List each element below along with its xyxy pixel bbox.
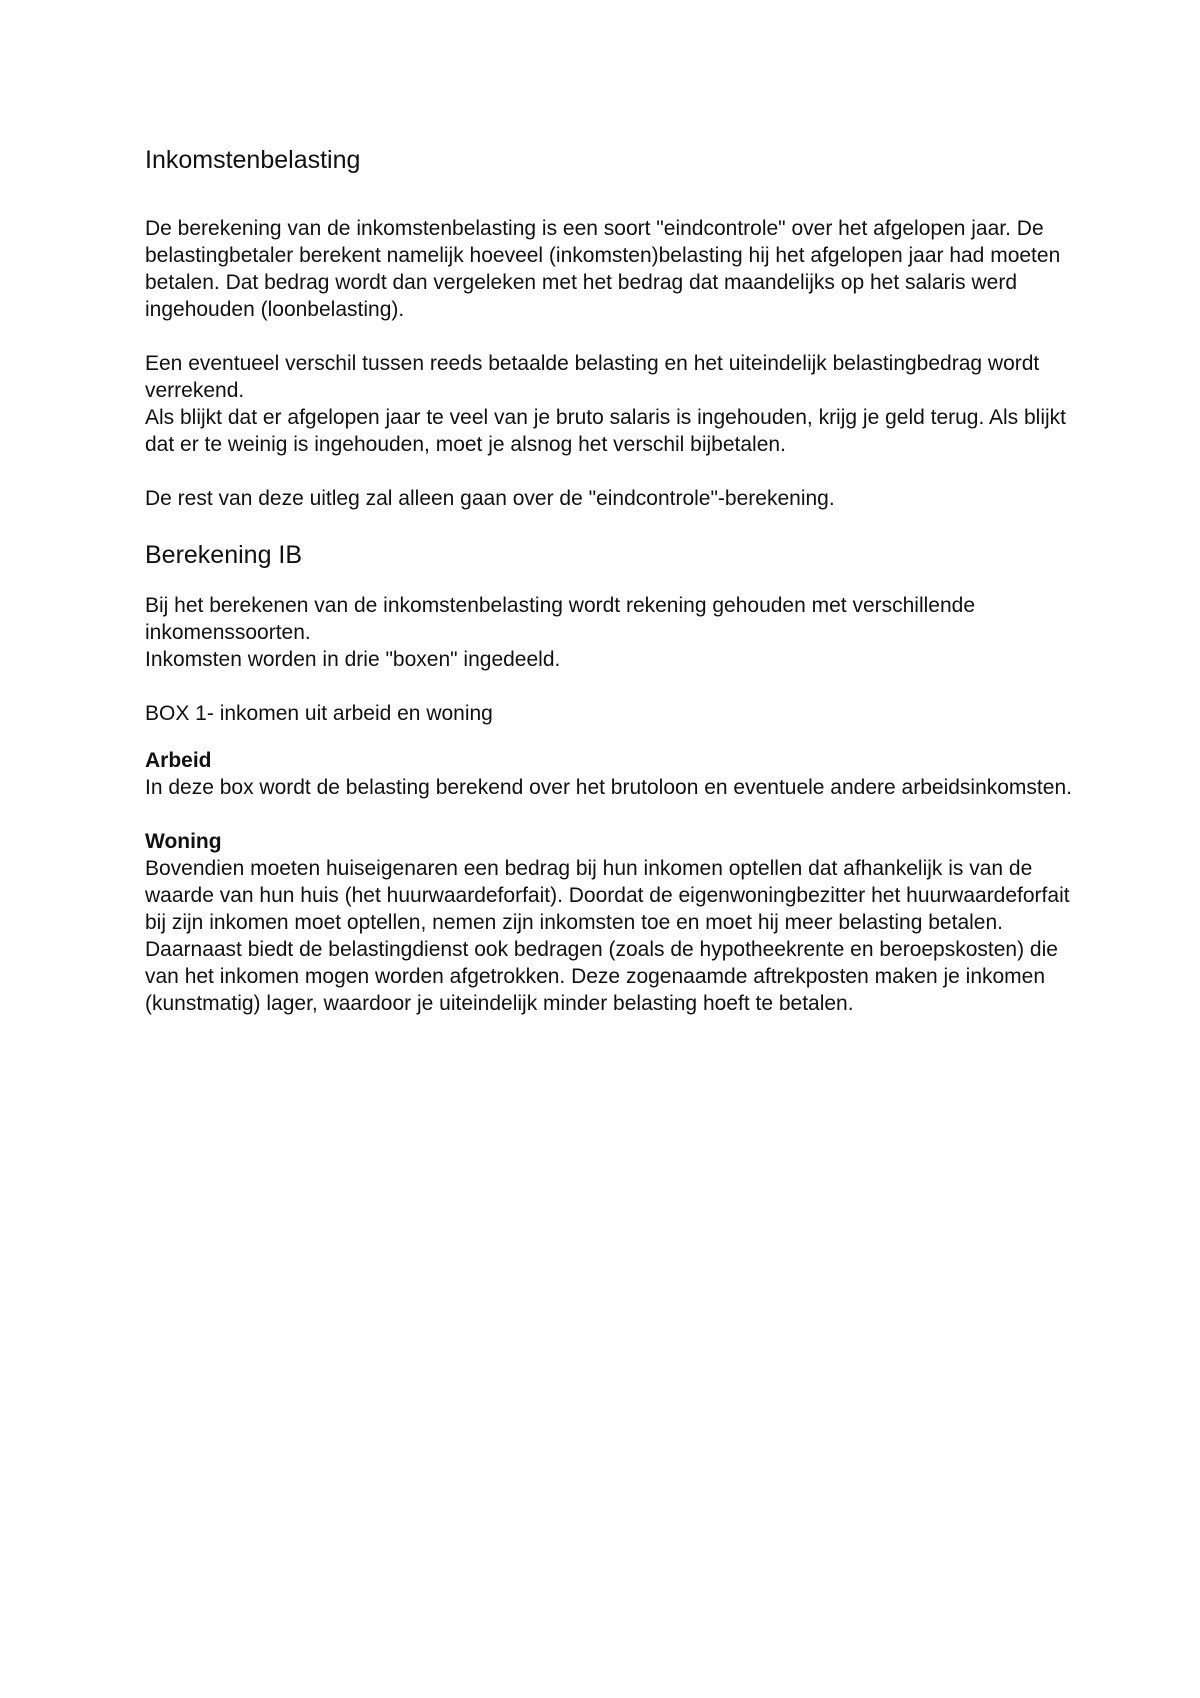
arbeid-heading: Arbeid: [145, 749, 212, 772]
section-paragraph-1a: Bij het berekenen van de inkomstenbelasting wordt rekening gehouden met verschillende inkomenssoorten.: [145, 594, 976, 644]
intro-paragraph-2b: Als blijkt dat er afgelopen jaar te veel van je bruto salaris is ingehouden, krijg je geld terug. Als blijkt dat er te weinig is ingehouden, moet je alsnog het verschil bijbetalen.: [145, 406, 1067, 456]
section-paragraph-1b: Inkomsten worden in drie "boxen" ingedeeld.: [145, 648, 561, 671]
woning-text-b: Daarnaast biedt de belastingdienst ook bedragen (zoals de hypotheekrente en beroepskosten) die van het inkomen mogen worden afgetrokken. Deze zogenaamde aftrekposten maken je inkomen (kunstmatig) lager, waardoor je uiteindelijk minder belasting hoeft te betalen.: [145, 938, 1058, 1015]
woning-text-a: Bovendien moeten huiseigenaren een bedrag bij hun inkomen optellen dat afhankelijk is van de waarde van hun huis (het huurwaardeforfait). Doordat de eigenwoningbezitter het huurwaardeforfait bij zijn inkomen moet optellen, nemen zijn inkomsten toe en moet hij meer belasting betalen.: [145, 857, 1070, 934]
section-title: Berekening IB: [145, 541, 303, 569]
woning-heading: Woning: [145, 830, 222, 853]
box1-title: BOX 1- inkomen uit arbeid en woning: [145, 702, 493, 725]
document-content: [145, 143, 1075, 1017]
document-title: Inkomstenbelasting: [145, 146, 361, 174]
arbeid-text: In deze box wordt de belasting berekend over het brutoloon en eventuele andere arbeidsinkomsten.: [145, 776, 1072, 799]
intro-paragraph-3: De rest van deze uitleg zal alleen gaan over de "eindcontrole"-berekening.: [145, 487, 835, 510]
intro-paragraph-2a: Een eventueel verschil tussen reeds betaalde belasting en het uiteindelijk belastingbedrag wordt verrekend.: [145, 352, 1040, 402]
intro-paragraph-1: De berekening van de inkomstenbelasting is een soort "eindcontrole" over het afgelopen jaar. De belastingbetaler berekent namelijk hoeveel (inkomsten)belasting hij het afgelopen jaar had moeten betalen. Dat bedrag wordt dan vergeleken met het bedrag dat maandelijks op het salaris werd ingehouden (loonbelasting).: [145, 217, 1061, 321]
